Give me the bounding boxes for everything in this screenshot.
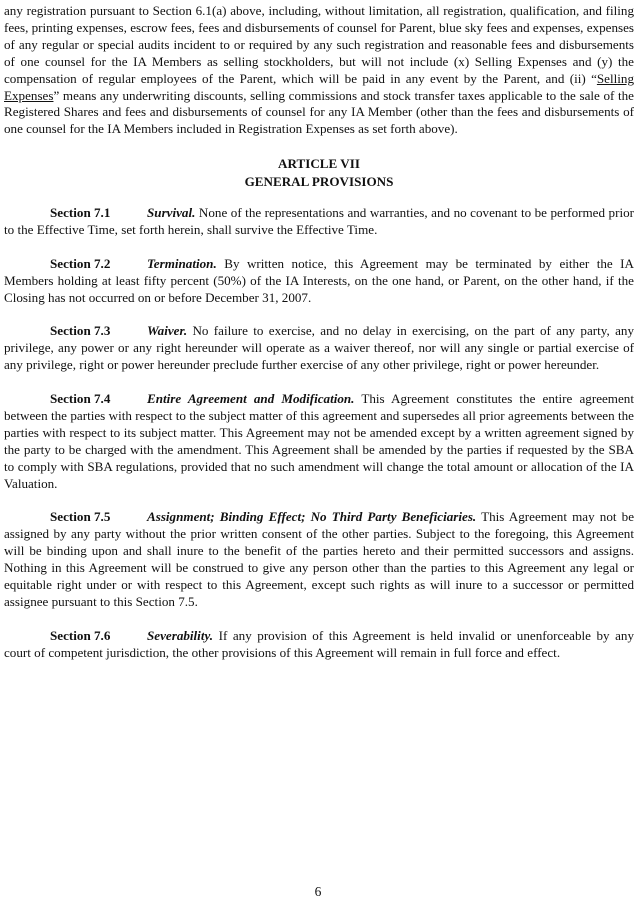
section-7-5 <box>4 509 634 610</box>
section-text: This Agreement may not be assigned by any party without the prior written consent of the other parties. Subject to the foregoing, this Agreement will be binding upon and shall inure to the benefit of the parties hereto and their permitted successors and assigns. Nothing in this Agreement will be construed to give any person other than the parties to this Agreement any legal or equitable right under or with respect to this Agreement, except such rights as will inure to a successor or permitted assignee pursuant to this Section 7.5. <box>4 509 635 609</box>
section-text: If any provision of this Agreement is held invalid or unenforceable by any court of competent jurisdiction, the other provisions of this Agreement will remain in full force and effect. <box>4 627 634 660</box>
section-number: Section 7.4 <box>50 391 111 407</box>
section-number: Section 7.2 <box>50 255 111 271</box>
article-number: ARTICLE VII <box>278 156 360 172</box>
section-7-6 <box>4 628 634 662</box>
document-body <box>4 3 634 678</box>
section-number: Section 7.6 <box>50 627 111 643</box>
section-7-2 <box>4 256 634 307</box>
intro-paragraph <box>4 3 634 138</box>
section-7-3 <box>4 323 634 374</box>
section-heading: Waiver. <box>147 323 188 339</box>
section-heading: Entire Agreement and Modification. <box>147 391 355 407</box>
article-header <box>4 155 634 191</box>
section-heading: Severability. <box>147 627 214 643</box>
article-title: GENERAL PROVISIONS <box>244 174 394 190</box>
section-heading: Assignment; Binding Effect; No Third Party Beneficiaries. <box>147 509 477 525</box>
section-number: Section 7.1 <box>50 205 111 221</box>
section-heading: Termination. <box>147 255 217 271</box>
section-number: Section 7.5 <box>50 509 111 525</box>
section-7-4 <box>4 391 634 492</box>
section-text: No failure to exercise, and no delay in exercising, on the part of any party, any privilege, any power or any right hereunder will operate as a waiver thereof, nor will any single or partial exercise of any privilege, right or power hereunder preclude further exercise of any other privilege, right or power hereunder. <box>4 323 634 373</box>
section-text: This Agreement constitutes the entire agreement between the parties with respect to the subject matter of this agreement and supersedes all prior agreements between the parties with respect to its subject matter. This Agreement may not be amended except by a written agreement signed by the party to be charged with the amendment. This Agreement shall be amended by the parties if requested by the SBA to comply with SBA regulations, provided that no such amendment will change the total amount or allocation of the IA Valuation. <box>4 391 634 491</box>
intro-text-end: ” means any underwriting discounts, selling commissions and stock transfer taxes applicable to the sale of the Registered Shares and fees and disbursements of counsel for any IA Member (other than the fees and disbursements of one counsel for the IA Members included in Registration Expenses as set forth above). <box>4 87 634 137</box>
section-text: None of the representations and warranties, and no covenant to be performed prior to the Effective Time, set forth herein, shall survive the Effective Time. <box>4 205 634 238</box>
intro-text-start: any registration pursuant to Section 6.1(a) above, including, without limitation, all registration, qualification, and filing fees, printing expenses, escrow fees, fees and disbursements of counsel for Parent, blue sky fees and expenses, expenses of any regular or special audits incident to or required by any such registration and reasonable fees and disbursements of one counsel for the IA Members as selling stockholders, but will not include (x) Selling Expenses and (y) the compensation of regular employees of the Parent, which will be paid in any event by the Parent, and (ii) “ <box>4 3 634 86</box>
section-heading: Survival. <box>147 205 196 221</box>
defined-term-selling-expenses: Selling Expenses <box>4 70 634 103</box>
page-number: 6 <box>314 884 322 899</box>
section-text: By written notice, this Agreement may be terminated by either the IA Members holding at least fifty percent (50%) of the IA Interests, on the one hand, or Parent, on the other hand, if the Closing has not occurred on or before December 31, 2007. <box>4 255 635 305</box>
section-number: Section 7.3 <box>50 323 111 339</box>
section-7-1 <box>4 205 634 239</box>
